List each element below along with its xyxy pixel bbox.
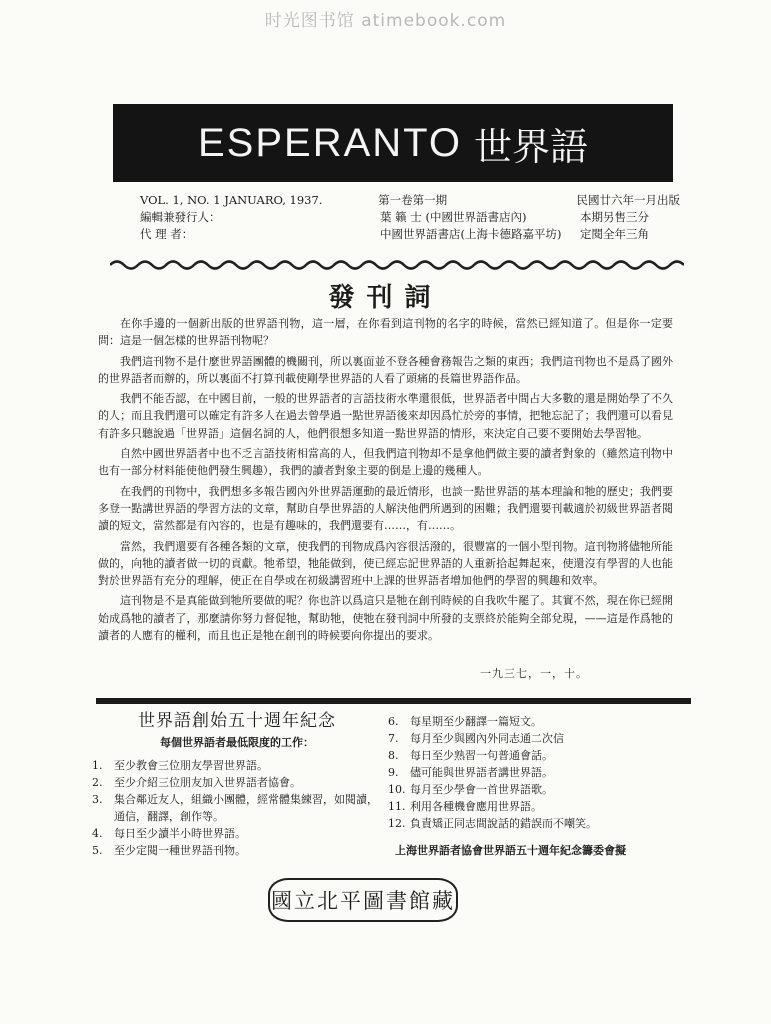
- item-text: 每星期至少翻譯一篇短文。: [410, 715, 542, 728]
- list-item: [92, 842, 382, 859]
- item-text: 至少教會三位朋友學習世界語。: [114, 759, 268, 772]
- item-number: 12.: [388, 817, 406, 830]
- paragraph: 這刊物是不是真能做到牠所要做的呢？你也許以爲這只是牠在創刊時候的自我吹牛罷了。其實不然，現在你已經開始成爲牠的讀者了，那麼請你努力督促牠，幫助牠，使牠在發刊詞中所發的支票終於能夠全部兌現，——這是作爲牠的讀者的人應有的權利，而且也正是牠在創刊的時候要向你提出的要求。: [98, 594, 673, 643]
- list-item: [388, 798, 688, 815]
- paragraph: 在我們的刊物中，我們想多多報告國內外世界語運動的最近情形，也談一點世界語的基本理論和牠的歷史；我們要多登一點講世界語的學習方法的文章，幫助自學世界語的人解決他們所遇到的困難；我們還要刊載適於初級世界語者閱讀的短文，當然都是有內容的，也是有趣味的，我們還要有……，有……。: [98, 484, 673, 533]
- library-stamp: 國立北平圖書館藏: [268, 878, 458, 922]
- campaign-right-column: [388, 713, 688, 832]
- committee-signature: 上海世界語者協會世界語五十週年紀念籌委會擬: [395, 844, 626, 857]
- paragraph: 我們不能否認，在中國目前，一般的世界語者的言語技術水準還很低，世界語者中間占大多數的還是開始學了不久的人；而且我們還可以確定有許多人在過去曾學過一點世界語後來却因爲忙於旁的事情，把牠忘記了；我們還可以看見有許多只聽說過「世界語」這個名詞的人，他們很想多知道一點世界語的情形，來決定自己要不要開始去學習牠。: [98, 392, 673, 440]
- item-text: 儘可能與世界語者講世界語。: [410, 766, 553, 779]
- agent-name: 中國世界語書店(上海卡德路嘉平坊): [380, 227, 562, 241]
- list-item: [92, 791, 382, 825]
- masthead: [113, 104, 673, 182]
- pubinfo-row-agent: [140, 226, 680, 243]
- item-text: 每日至少熟習一句普通會話。: [410, 749, 553, 762]
- list-item: [388, 713, 688, 730]
- list-item: [388, 781, 688, 798]
- paragraph: 在你手邊的一個新出版的世界語刊物，這一層，在你看到這刊物的名字的時候，當然已經知道了。但是你一定要問：這是一個怎樣的世界語刊物呢？: [98, 317, 673, 348]
- subscription-price: 定閱全年三角: [580, 227, 649, 241]
- list-item: [92, 757, 382, 774]
- site-watermark: 时光图书馆 atimebook.com: [264, 11, 507, 31]
- article-heading: 發刊詞: [328, 283, 443, 313]
- paragraph: 自然中國世界語者中也不乏言語技術相當高的人，但我們這刊物却不是拿他們做主要的讀者對象的（雖然這刊物中也有一部分材料能使他們發生興趣），我們的讀者對象主要的倒是上邊的幾種人。: [98, 447, 673, 478]
- issue-latin: VOL. 1, NO. 1 JANUARO, 1937.: [140, 193, 323, 207]
- campaign-subtitle: 每個世界語者最低限度的工作：: [160, 736, 314, 749]
- item-number: 11.: [388, 800, 406, 813]
- list-item: [388, 747, 688, 764]
- masthead-title-han: 世界語: [473, 124, 588, 169]
- item-text: 利用各種機會應用世界語。: [410, 800, 542, 813]
- item-number: 2.: [92, 776, 103, 789]
- item-text: 至少介紹三位朋友加入世界語者協會。: [114, 776, 301, 789]
- item-text: 集合鄰近友人，組織小團體，經常體集練習，如閱讀，通信，翻譯，創作等。: [114, 793, 378, 823]
- item-number: 9.: [388, 766, 399, 779]
- article-body: [98, 315, 673, 647]
- item-number: 6.: [388, 715, 399, 728]
- agent-label: 代 理 者：: [140, 227, 194, 241]
- item-number: 4.: [92, 827, 103, 840]
- item-number: 1.: [92, 759, 103, 772]
- item-number: 10.: [388, 783, 406, 796]
- pubinfo-row-issue: [140, 192, 680, 209]
- item-text: 負責矯正同志間說話的錯誤而不嘲笑。: [410, 817, 597, 830]
- article-date: 一九三七，一，十。: [480, 667, 588, 680]
- item-text: 每日至少讀半小時世界語。: [114, 827, 246, 840]
- campaign-title: 世界語創始五十週年紀念: [138, 711, 336, 731]
- masthead-title-latin: ESPERANTO: [197, 120, 462, 165]
- item-number: 5.: [92, 844, 103, 857]
- paragraph: 我們這刊物不是什麼世界語團體的機關刊，所以裏面並不登各種會務報告之類的東西；我們這刊物也不是爲了國外的世界語者而辦的，所以裏面不打算刊載使剛學世界語的人看了頭痛的長篇世界語作品。: [98, 354, 673, 385]
- list-item: [388, 730, 688, 747]
- publication-info: [140, 192, 680, 243]
- item-text: 至少定閱一種世界語刊物。: [114, 844, 246, 857]
- campaign-left-column: [92, 713, 382, 859]
- list-item: [92, 825, 382, 842]
- list-item: [388, 764, 688, 781]
- item-text: 每月至少學會一首世界語歌。: [410, 783, 553, 796]
- decorative-wave-divider: [110, 258, 684, 272]
- section-divider: [96, 698, 691, 704]
- list-item: [92, 774, 382, 791]
- issue-number: 第一卷第一期: [378, 193, 448, 207]
- item-number: 8.: [388, 749, 399, 762]
- list-item: [388, 815, 688, 832]
- issue-date: 民國廿六年一月出版: [576, 193, 680, 207]
- item-number: 7.: [388, 732, 399, 745]
- item-text: 每月至少與國內外同志通二次信: [410, 732, 564, 745]
- single-price: 本期另售三分: [580, 210, 649, 224]
- item-number: 3.: [92, 793, 103, 806]
- editor-label: 編輯兼發行人：: [140, 210, 221, 224]
- paragraph: 當然，我們還要有各種各類的文章，使我們的刊物成爲內容很活潑的，很豐富的一個小型刊物。這刊物將儘牠所能做的，向牠的讀者做一切的貢獻。牠希望，牠能做到，使已經忘記世界語的人重新拾起舞起來，使還沒有學習的人也能對於世界語有充分的理解，使正在自學或在初級講習班中上課的世界語者增加他們的學習的興趣和效率。: [98, 539, 673, 588]
- pubinfo-row-editor: [140, 209, 680, 226]
- editor-name: 葉 籟 士 (中國世界語書店內): [380, 210, 527, 224]
